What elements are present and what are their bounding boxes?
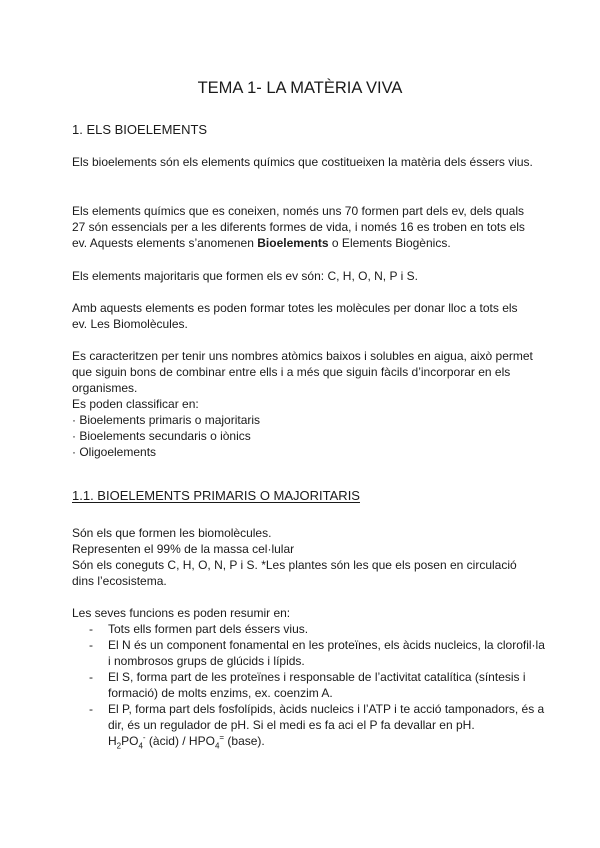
classification-item: · Oligoelements [72,445,157,459]
formula-sub: 4 [214,741,220,751]
primary-line: Són els coneguts C, H, O, N, P i S. *Les plantes són les que els posen en circulació dins l’ecosistema. [72,558,517,588]
phosphate-formula [108,733,265,751]
bioelements-term: Bioelements [257,236,329,250]
formula-sup: = [219,733,225,742]
formula-base: (base). [224,734,265,748]
function-item: - El S, forma part de les proteïnes i responsable de l’activitat catalítica (síntesis i formació) de molts enzims, ex. coenzim A. [86,669,546,701]
paragraph-characteristics: Es caracteritzen per tenir uns nombres atòmics baixos i solubles en aigua, això permet que siguin bons de combinar entre ells i a més que siguin fàcils d’incorporar en els organismes. [72,349,533,395]
primary-description [72,525,534,589]
functions-list [86,621,546,749]
function-item: - El N és un component fonamental en les proteïnes, els àcids nucleics, la clorofil·la i nombrosos grups de glúcids i lípids. [86,637,546,669]
formula-po: PO [121,734,139,748]
formula-h: H [108,734,117,748]
classification-item: · Bioelements primaris o majoritaris [72,413,261,427]
classification-item: · Bioelements secundaris o iònics [72,429,251,443]
paragraph-known-elements [72,203,534,251]
primary-line: Són els que formen les biomolècules. [72,526,272,540]
paragraph-characteristics-block [72,348,534,460]
formula-sup: - [142,733,146,742]
page-title: TEMA 1- LA MATÈRIA VIVA [197,79,403,97]
formula-sub: 2 [116,741,122,751]
function-item [86,701,546,749]
formula-acid: (àcid) / HPO [145,734,215,748]
primary-line: Representen el 99% de la massa cel·lular [72,542,295,556]
paragraph-known-elements-tail: o Elements Biogènics. [328,236,451,250]
section-heading-primary-bioelements: 1.1. BIOELEMENTS PRIMARIS O MAJORITARIS [72,488,360,503]
section-heading-bioelements: 1. ELS BIOELEMENTS [72,122,208,137]
formula-sub: 4 [138,741,143,751]
paragraph-known-elements-text: Els elements químics que es coneixen, només uns 70 formen part dels ev, dels quals 27 són essencials per a les diferents formes de vida, i només 16 es troben en tots els ev. Aquests elements s’anomenen [72,204,525,250]
function-item: - Tots ells formen part dels éssers vius. [86,621,546,637]
paragraph-majority-elements: Els elements majoritaris que formen els ev són: C, H, O, N, P i S. [72,269,418,283]
paragraph-biomolecules: Amb aquests elements es poden formar totes les molècules per donar lloc a tots els ev. Les Biomolècules. [72,301,518,331]
functions-intro: Les seves funcions es poden resumir en: [72,606,291,620]
paragraph-definition: Els bioelements són els elements químics que costitueixen la matèria dels éssers vius. [72,155,533,169]
classification-intro: Es poden classificar en: [72,397,199,411]
function-item-text: El P, forma part dels fosfolípids, àcids nucleics i l’ATP i te acció tamponadors, és a dir, és un regulador de pH. Si el medi es fa aci el P fa devallar en pH. [108,702,545,732]
